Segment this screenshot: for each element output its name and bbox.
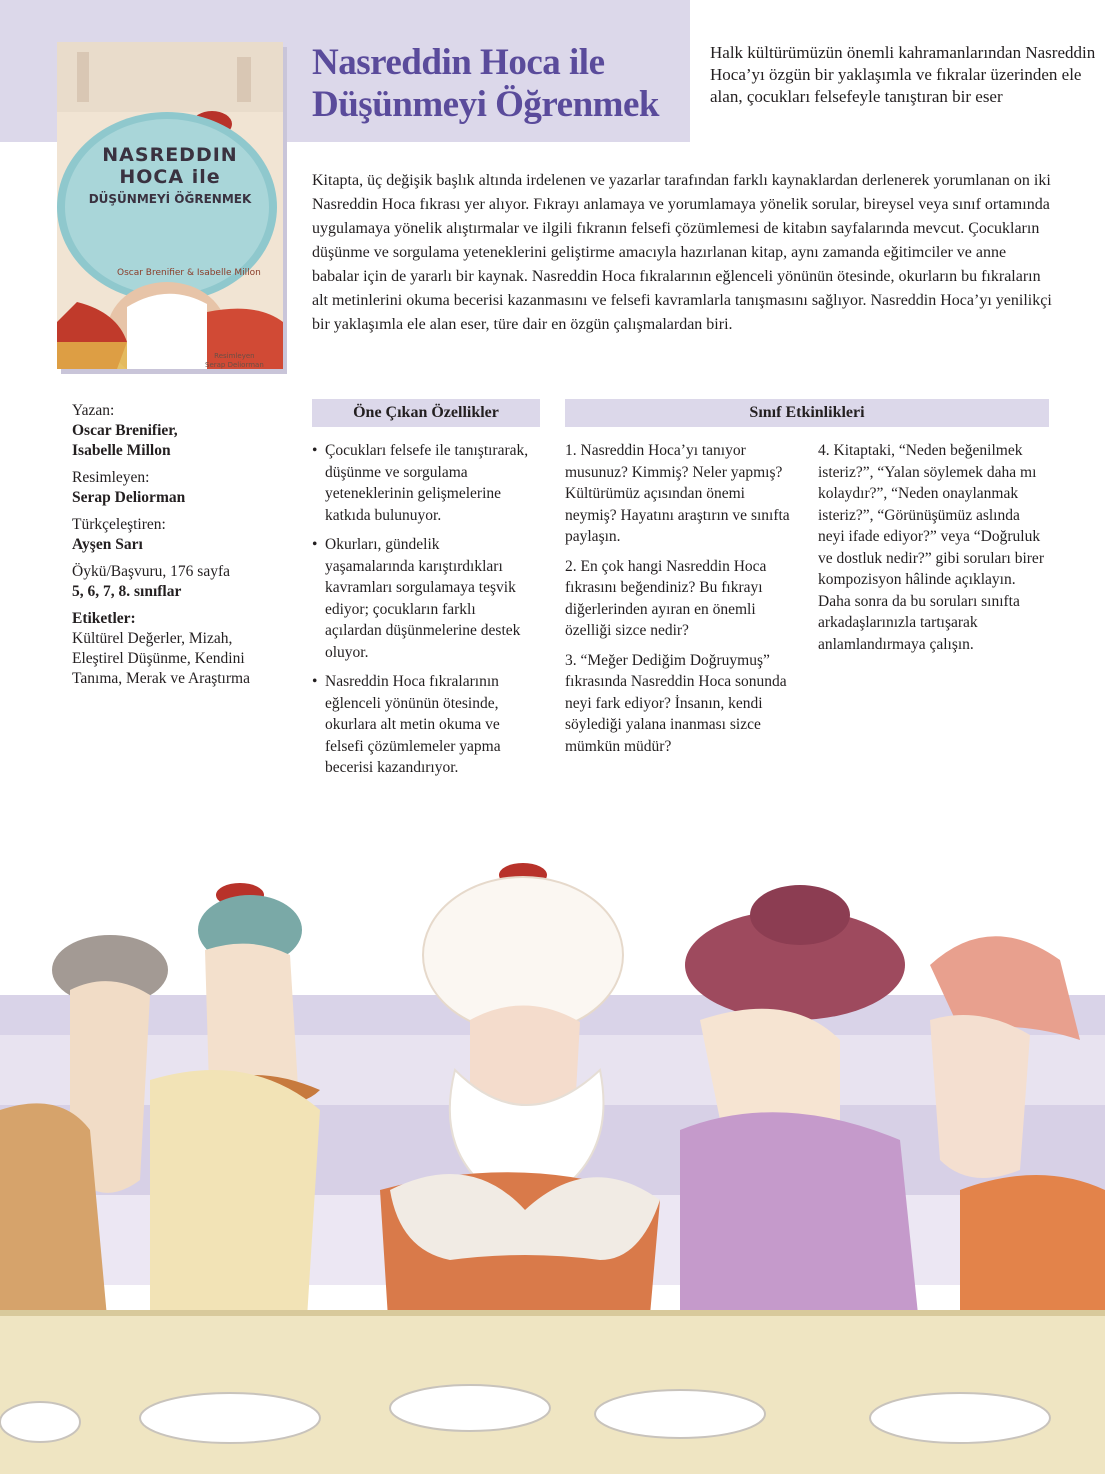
cover-title (57, 144, 283, 206)
cover-illustrator (205, 352, 264, 369)
feature-item: • Okurları, gündelik yaşamalarında karıştırdıkları kavramları sorgulamaya teşvik ediyor; çocukların farklı açılardan düşünmelerine destek oluyor. (312, 534, 530, 663)
feature-item: • Çocukları felsefe ile tanıştırarak, düşünme ve sorgulama yeteneklerinin gelişmelerine katkıda bulunuyor. (312, 440, 530, 526)
activities-heading: Sınıf Etkinlikleri (565, 399, 1049, 427)
features-list (312, 440, 530, 787)
tags-label: Etiketler: (72, 610, 136, 627)
illustrator-label: Resimleyen: (72, 469, 150, 486)
activity-item: 3. “Meğer Dediğim Doğruymuş” fıkrasında Nasreddin Hoca sonunda neyi fark ediyor? İnsanın, kendi söylediği yalana inanması sizce mümkün müdür? (565, 651, 787, 755)
author-name-2: Isabelle Millon (72, 442, 171, 459)
cover-title-line2: HOCA ile (119, 166, 221, 188)
translator-name: Ayşen Sarı (72, 536, 143, 553)
cover-illustrator-label: Resimleyen (214, 352, 255, 360)
activities-column-1 (565, 440, 791, 765)
activity-item: 4. Kitaptaki, “Neden beğenilmek isteriz?”, “Yalan söylemek daha mı kolaydır?”, “Neden onaylanmak isteriz?”, “Görünüşümüz aslında neyi ifade ediyor?” veya “Doğruluk ve dostluk nedir?” gibi soruları birer kompozisyon hâlinde açıklayın. Daha sonra da bu soruları sınıfta arkadaşlarınızla tartışarak anlamlandırmaya çalışın. (818, 442, 1044, 653)
activities-column-2 (818, 440, 1048, 663)
book-cover (57, 42, 283, 369)
book-title (312, 42, 659, 126)
cover-title-line3: DÜŞÜNMEYİ ÖĞRENMEK (88, 192, 252, 206)
feature-item: • Nasreddin Hoca fıkralarının eğlenceli yönünün ötesinde, okurlara alt metin okuma ve felsefi çözümlemeler yapma becerisi kazandırıyor. (312, 671, 530, 779)
author-name-1: Oscar Brenifier, (72, 422, 178, 439)
illustrator-name: Serap Deliorman (72, 489, 186, 506)
activity-item: 1. Nasreddin Hoca’yı tanıyor musunuz? Kimmiş? Neler yapmış? Kültürümüz açısından önemi neymiş? Hayatını araştırın ve sınıfta paylaşın. (565, 442, 790, 545)
book-description: Kitapta, üç değişik başlık altında irdelenen ve yazarlar tarafından farklı kaynaklardan derlenerek yorumlanan on iki Nasreddin Hoca fıkrası yer alıyor. Fıkrayı anlamaya ve yorumlamaya yönelik sorular, bireysel veya sınıf ortamında uygulamaya yönelik alıştırmalar ve ilgili fıkranın felsefi çözümlemesi de kitabın sayfalarında mevcut. Çocukların düşünme ve sorgulama yeteneklerini geliştirme amacıyla hazırlanan kitap, aynı zamanda eğitimciler ve anne babalar için de yararlı bir kaynak. Nasreddin Hoca fıkralarının eğlenceli yönünün ötesinde, okurların bu fıkraların alt metinlerini okuma becerisi kazanmasını ve felsefi kavramlarla tanışmasını sağlıyor. Nasreddin Hoca’yı yenilikçi bir yaklaşımla ele alan eser, türe dair en özgün çalışmalardan biri. (312, 172, 1052, 333)
author-label: Yazan: (72, 402, 115, 419)
activity-item: 2. En çok hangi Nasreddin Hoca fıkrasını beğendiniz? Bu fıkrayı diğerlerinden ayıran en önemli özelliği sizce nedir? (565, 557, 767, 639)
cover-authors: Oscar Brenifier & Isabelle Millon (117, 268, 261, 278)
cover-title-line1: NASREDDIN (102, 144, 238, 166)
book-title-line2: Düşünmeyi Öğrenmek (312, 84, 659, 125)
book-subtitle: Halk kültürümüzün önemli kahramanlarından Nasreddin Hoca’yı özgün bir yaklaşımla ve fıkralar üzerinden ele alan, çocukları felsefeyle tanıştıran bir eser (710, 43, 1096, 106)
book-metadata (72, 401, 282, 689)
book-format: Öykü/Başvuru, 176 sayfa (72, 563, 230, 580)
dinner-table-illustration (0, 790, 1105, 1474)
cover-illustrator-name: Serap Deliorman (205, 361, 264, 369)
grade-levels: 5, 6, 7, 8. sınıflar (72, 583, 182, 600)
translator-label: Türkçeleştiren: (72, 516, 166, 533)
book-title-line1: Nasreddin Hoca ile (312, 42, 605, 83)
features-heading: Öne Çıkan Özellikler (312, 399, 540, 427)
tags-list: Kültürel Değerler, Mizah, Eleştirel Düşünme, Kendini Tanıma, Merak ve Araştırma (72, 630, 250, 687)
